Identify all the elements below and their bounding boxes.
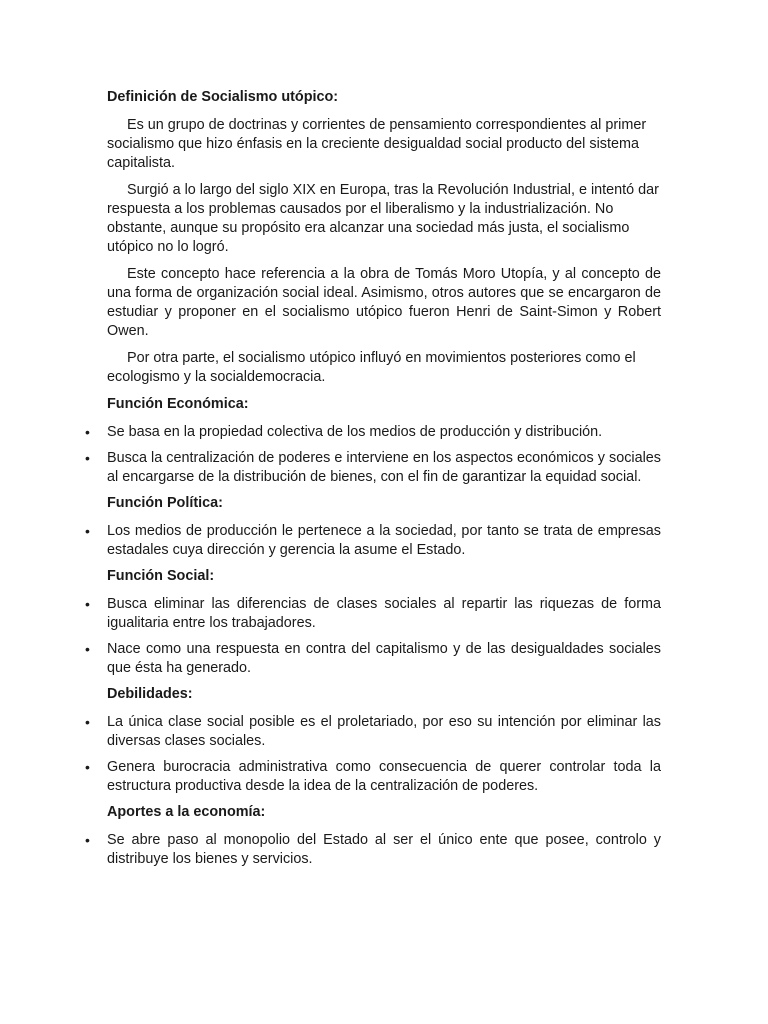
list-item (85, 595, 661, 633)
list-item-text: Busca eliminar las diferencias de clases sociales al repartir las riquezas de forma igualitaria entre los trabajadores. (107, 596, 661, 631)
list-item-text: Se abre paso al monopolio del Estado al ser el único ente que posee, controlo y distribuye los bienes y servicios. (107, 832, 661, 867)
political-list (85, 522, 661, 560)
list-item-text: Busca la centralización de poderes e interviene en los aspectos económicos y sociales al encargarse de la distribución de bienes, con el fin de garantizar la equidad social. (107, 450, 661, 485)
list-item (85, 449, 661, 487)
document-title: Definición de Socialismo utópico: (107, 89, 339, 105)
section-heading-political: Función Política: (107, 495, 223, 511)
weaknesses-list (85, 713, 661, 796)
economic-list (85, 423, 661, 487)
influence-paragraph: Por otra parte, el socialismo utópico influyó en movimientos posteriores como el ecologismo y la socialdemocracia. (107, 350, 636, 385)
section-heading-social: Función Social: (107, 568, 215, 584)
bullet-icon: • (85, 450, 90, 466)
list-item (85, 423, 661, 442)
section-heading-weaknesses: Debilidades: (107, 686, 193, 702)
social-list (85, 595, 661, 678)
list-item (85, 758, 661, 796)
bullet-icon: • (85, 424, 90, 440)
list-item-text: Los medios de producción le pertenece a la sociedad, por tanto se trata de empresas estadales cuya dirección y gerencia la asume el Estado. (107, 523, 661, 558)
section-heading-contributions: Aportes a la economía: (107, 804, 266, 820)
contributions-list (85, 831, 661, 869)
bullet-icon: • (85, 523, 90, 539)
list-item-text: La única clase social posible es el proletariado, por eso su intención por eliminar las diversas clases sociales. (107, 714, 661, 749)
concept-paragraph: Este concepto hace referencia a la obra de Tomás Moro Utopía, y al concepto de una forma de organización social ideal. Asimismo, otros autores que se encargaron de estudiar y proponer en el socialismo utópico fueron Henri de Saint-Simon y Robert Owen. (107, 266, 661, 339)
history-paragraph: Surgió a lo largo del siglo XIX en Europa, tras la Revolución Industrial, e intentó dar respuesta a los problemas causados por el liberalismo y la industrialización. No obstante, aunque su propósito era alcanzar una sociedad más justa, el socialismo utópico no lo logró. (107, 182, 659, 255)
list-item-text: Se basa en la propiedad colectiva de los medios de producción y distribución. (107, 424, 603, 440)
list-item (85, 713, 661, 751)
bullet-icon: • (85, 759, 90, 775)
list-item-text: Nace como una respuesta en contra del capitalismo y de las desigualdades sociales que ésta ha generado. (107, 641, 661, 676)
list-item (85, 831, 661, 869)
list-item (85, 522, 661, 560)
bullet-icon: • (85, 714, 90, 730)
bullet-icon: • (85, 596, 90, 612)
intro-paragraph: Es un grupo de doctrinas y corrientes de pensamiento correspondientes al primer socialismo que hizo énfasis en la creciente desigualdad social producto del sistema capitalista. (107, 117, 647, 171)
bullet-icon: • (85, 641, 90, 657)
list-item-text: Genera burocracia administrativa como consecuencia de querer controlar toda la estructura productiva desde la idea de la centralización de poderes. (107, 759, 661, 794)
bullet-icon: • (85, 832, 90, 848)
list-item (85, 640, 661, 678)
section-heading-economic: Función Económica: (107, 396, 249, 412)
document-body (85, 88, 661, 876)
